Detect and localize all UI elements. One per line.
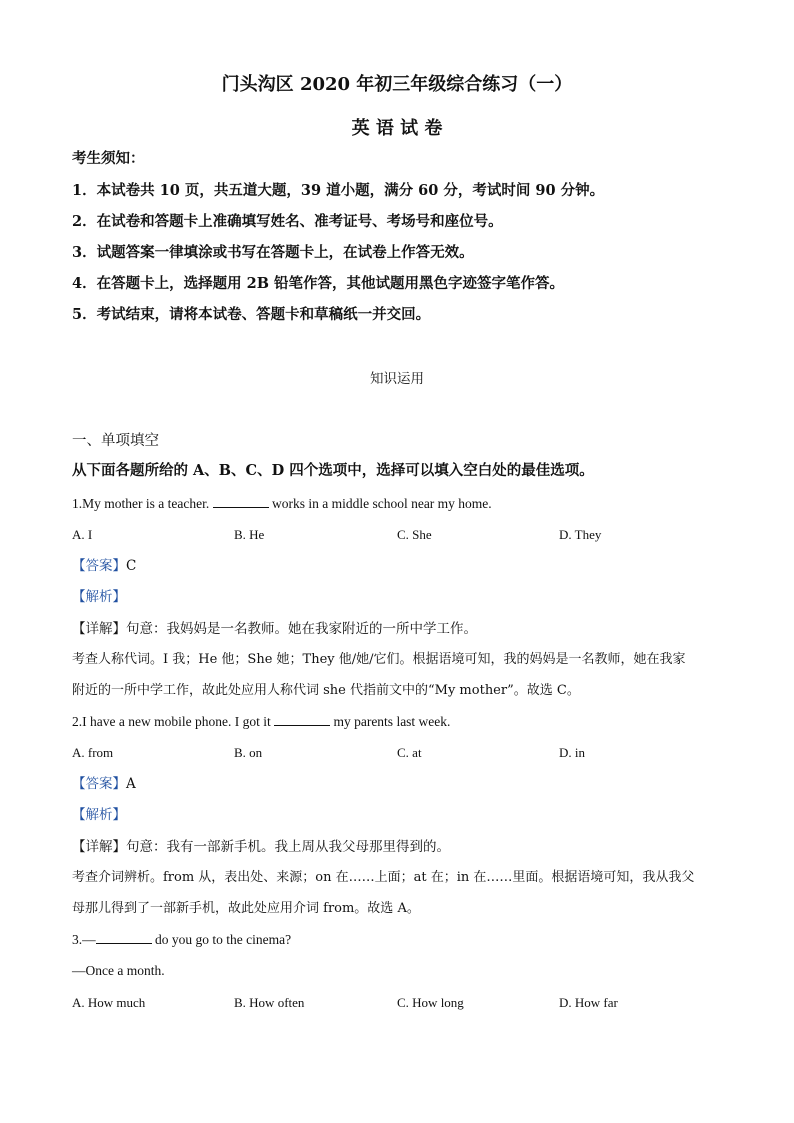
page-title: 门头沟区 2020 年初三年级综合练习（一）: [221, 74, 573, 95]
explain-line: 附近的一所中学工作，故此处应用人称代词 she 代指前文中的“My mother”。故选 C。: [72, 683, 580, 698]
answer-line: [72, 775, 136, 793]
section-heading: 知识运用: [370, 371, 424, 387]
option-a: A. How much: [72, 995, 146, 1010]
detail-line: [72, 838, 450, 856]
answer-tag: 【答案】: [72, 776, 126, 792]
notice-item: 5．考试结束，请将本试卷、答题卡和草稿纸一并交回。: [72, 306, 431, 323]
stem-text: my parents last week.: [330, 714, 451, 729]
explain-line: 考查介词辨析。from 从，表出处、来源；on 在……上面；at 在；in 在……里面。根据语境可知，我从我父: [72, 870, 695, 885]
page-subtitle: 英 语 试 卷: [351, 118, 443, 139]
detail-line: [72, 620, 477, 638]
answer-blank: [96, 931, 152, 944]
explain-line: 母那儿得到了一部新手机，故此处应用介词 from。故选 A。: [72, 901, 420, 916]
notice-item: 3．试题答案一律填涂或书写在答题卡上，在试卷上作答无效。: [72, 244, 474, 261]
option-c: C. at: [397, 745, 422, 760]
option-c: C. She: [397, 527, 432, 542]
stem-text: do you go to the cinema?: [151, 932, 292, 947]
stem-text: 1.My mother is a teacher.: [72, 496, 213, 511]
notice-item: 2．在试卷和答题卡上准确填写姓名、准考证号、考场号和座位号。: [72, 213, 503, 230]
answer-blank: [213, 495, 269, 508]
part-heading: 一、单项填空: [72, 433, 159, 449]
notice-item: 1．本试卷共 10 页，共五道大题，39 道小题，满分 60 分，考试时间 90 分钟。: [72, 182, 605, 199]
detail-tag: 【详解】: [72, 839, 126, 855]
exam-page: [72, 0, 722, 1123]
question-stem: [72, 495, 492, 513]
question-stem: [72, 931, 291, 949]
answer-value: C: [126, 558, 137, 574]
option-b: B. He: [234, 527, 265, 542]
analysis-tag: 【解析】: [72, 807, 126, 823]
stem-text: 3.—: [72, 932, 96, 947]
option-b: B. How often: [234, 995, 305, 1010]
question-stem: [72, 713, 450, 731]
explain-line: 考查人称代词。I 我；He 他；She 她；They 他/她/它们。根据语境可知，我的妈妈是一名教师，她在我家: [72, 652, 686, 667]
notice-item: 4．在答题卡上，选择题用 2B 铅笔作答，其他试题用黑色字迹签字笔作答。: [72, 275, 565, 292]
answer-line: [72, 557, 136, 575]
option-c: C. How long: [397, 995, 464, 1010]
analysis-tag: 【解析】: [72, 589, 126, 605]
option-d: D. They: [559, 527, 602, 542]
option-d: D. How far: [559, 995, 618, 1010]
answer-tag: 【答案】: [72, 558, 126, 574]
part-instruction: 从下面各题所给的 A、B、C、D 四个选项中，选择可以填入空白处的最佳选项。: [72, 462, 594, 479]
notice-heading: 考生须知：: [72, 150, 145, 167]
stem-text: 2.I have a new mobile phone. I got it: [72, 714, 275, 729]
detail-tag: 【详解】: [72, 621, 126, 637]
option-b: B. on: [234, 745, 263, 760]
detail-text: 句意：我妈妈是一名教师。她在我家附近的一所中学工作。: [126, 621, 477, 637]
option-a: A. from: [72, 745, 114, 760]
dialogue-reply: —Once a month.: [72, 963, 165, 978]
stem-text: works in a middle school near my home.: [268, 496, 492, 511]
answer-blank: [274, 713, 330, 726]
answer-value: A: [126, 776, 136, 792]
option-a: A. I: [72, 527, 93, 542]
detail-text: 句意：我有一部新手机。我上周从我父母那里得到的。: [126, 839, 450, 855]
option-d: D. in: [559, 745, 585, 760]
